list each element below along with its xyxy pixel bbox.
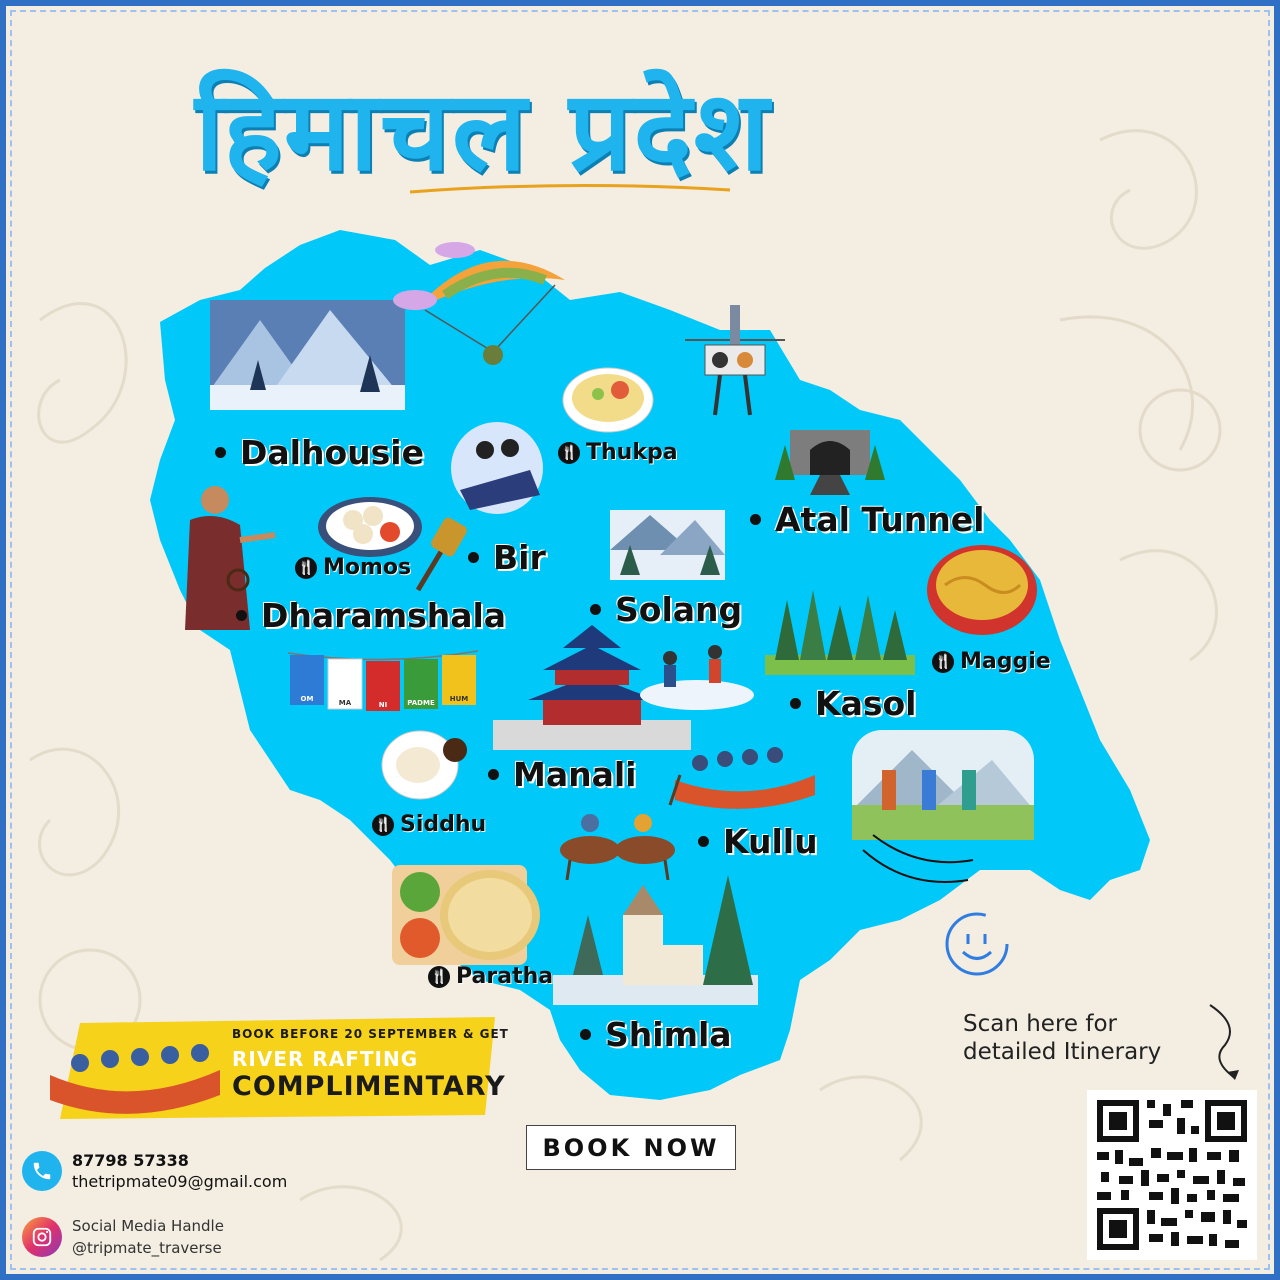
promo-line2: RIVER RAFTING: [232, 1047, 419, 1071]
siddhu-plate-illustration: [380, 725, 470, 800]
fork-knife-icon: 🍴: [558, 442, 580, 464]
solang-valley-illustration: [610, 490, 725, 580]
fork-knife-icon: 🍴: [295, 557, 317, 579]
place-kasol[interactable]: [790, 684, 916, 723]
page-title: हिमाचल प्रदेश: [195, 67, 771, 195]
maggie-bowl-illustration: [925, 540, 1040, 640]
phone-number[interactable]: 87798 57338: [72, 1151, 189, 1170]
place-bir[interactable]: [468, 538, 546, 577]
food-thukpa: [558, 440, 678, 465]
prayer-wheel-illustration: [408, 515, 468, 595]
flag-label-ni: NI: [378, 701, 388, 709]
location-dot-icon: [790, 698, 801, 709]
place-shimla[interactable]: [580, 1015, 732, 1054]
fork-knife-icon: 🍴: [428, 966, 450, 988]
promo-line1: BOOK BEFORE 20 SEPTEMBER & GET: [232, 1027, 509, 1041]
food-siddhu: [372, 812, 486, 837]
skiing-illustration: [640, 640, 755, 710]
social-handle[interactable]: @tripmate_traverse: [72, 1239, 222, 1257]
curved-arrow-icon: [1205, 1000, 1255, 1085]
place-label: Shimla: [605, 1015, 732, 1054]
paratha-platter-illustration: [392, 860, 547, 970]
food-label: Thukpa: [586, 440, 678, 465]
trekking-illustration: [852, 730, 1034, 840]
promo-text: [232, 1027, 509, 1102]
food-momos: [295, 555, 411, 580]
place-kullu[interactable]: [698, 822, 818, 861]
place-label: Manali: [513, 755, 637, 794]
qr-code-pattern: [1097, 1100, 1247, 1250]
food-label: Momos: [323, 555, 412, 580]
social-info: [22, 1215, 224, 1259]
promo-line3: COMPLIMENTARY: [232, 1071, 506, 1102]
fork-knife-icon: 🍴: [932, 651, 954, 673]
place-manali[interactable]: [488, 755, 637, 794]
smiley-icon: [943, 910, 1011, 978]
place-solang[interactable]: [590, 590, 742, 629]
atal-tunnel-illustration: [770, 420, 890, 495]
food-paratha: [428, 964, 553, 989]
scan-instructions: Scan here for detailed Itinerary: [963, 1011, 1162, 1065]
river-rafting-illustration: [665, 725, 825, 810]
instagram-icon: [22, 1217, 62, 1257]
qr-code[interactable]: [1087, 1090, 1257, 1260]
shimla-church-illustration: [553, 875, 758, 1005]
location-dot-icon: [590, 604, 601, 615]
email-address[interactable]: thetripmate09@gmail.com: [72, 1172, 288, 1191]
prayer-flags-illustration: [288, 645, 478, 715]
wind-swirls-illustration: [858, 830, 978, 890]
location-dot-icon: [750, 514, 761, 525]
social-label: Social Media Handle: [72, 1217, 224, 1235]
book-now-button[interactable]: BOOK NOW: [526, 1125, 736, 1170]
location-dot-icon: [488, 769, 499, 780]
place-dalhousie[interactable]: [215, 433, 424, 472]
place-label: Dharamshala: [261, 596, 507, 635]
paragliding-pair-illustration: [440, 420, 555, 515]
place-atal-tunnel[interactable]: [750, 500, 984, 539]
flag-label-padme: PADME: [407, 699, 435, 707]
snowy-mountains-illustration: [210, 300, 405, 410]
paragliding-illustration: [385, 240, 575, 380]
phone-icon: [22, 1151, 62, 1191]
place-dharamshala[interactable]: [236, 596, 506, 635]
thukpa-bowl-illustration: [558, 360, 658, 440]
cable-car-illustration: [685, 300, 785, 420]
food-label: Paratha: [456, 964, 554, 989]
flag-label-om: OM: [300, 695, 314, 703]
place-label: Kullu: [723, 822, 818, 861]
place-label: Atal Tunnel: [775, 500, 985, 539]
place-label: Solang: [615, 590, 743, 629]
location-dot-icon: [580, 1029, 591, 1040]
contact-info: [22, 1150, 287, 1192]
food-label: Siddhu: [400, 812, 487, 837]
place-label: Dalhousie: [240, 433, 424, 472]
location-dot-icon: [236, 610, 247, 621]
food-maggie: [932, 649, 1051, 674]
flag-label-hum: HUM: [449, 695, 469, 703]
location-dot-icon: [215, 447, 226, 458]
place-label: Kasol: [815, 684, 917, 723]
fork-knife-icon: 🍴: [372, 814, 394, 836]
place-label: Bir: [493, 538, 546, 577]
horse-riding-illustration: [555, 805, 680, 880]
flag-label-ma: MA: [338, 699, 352, 707]
location-dot-icon: [698, 836, 709, 847]
food-label: Maggie: [960, 649, 1051, 674]
kasol-forest-illustration: [765, 590, 915, 675]
location-dot-icon: [468, 552, 479, 563]
